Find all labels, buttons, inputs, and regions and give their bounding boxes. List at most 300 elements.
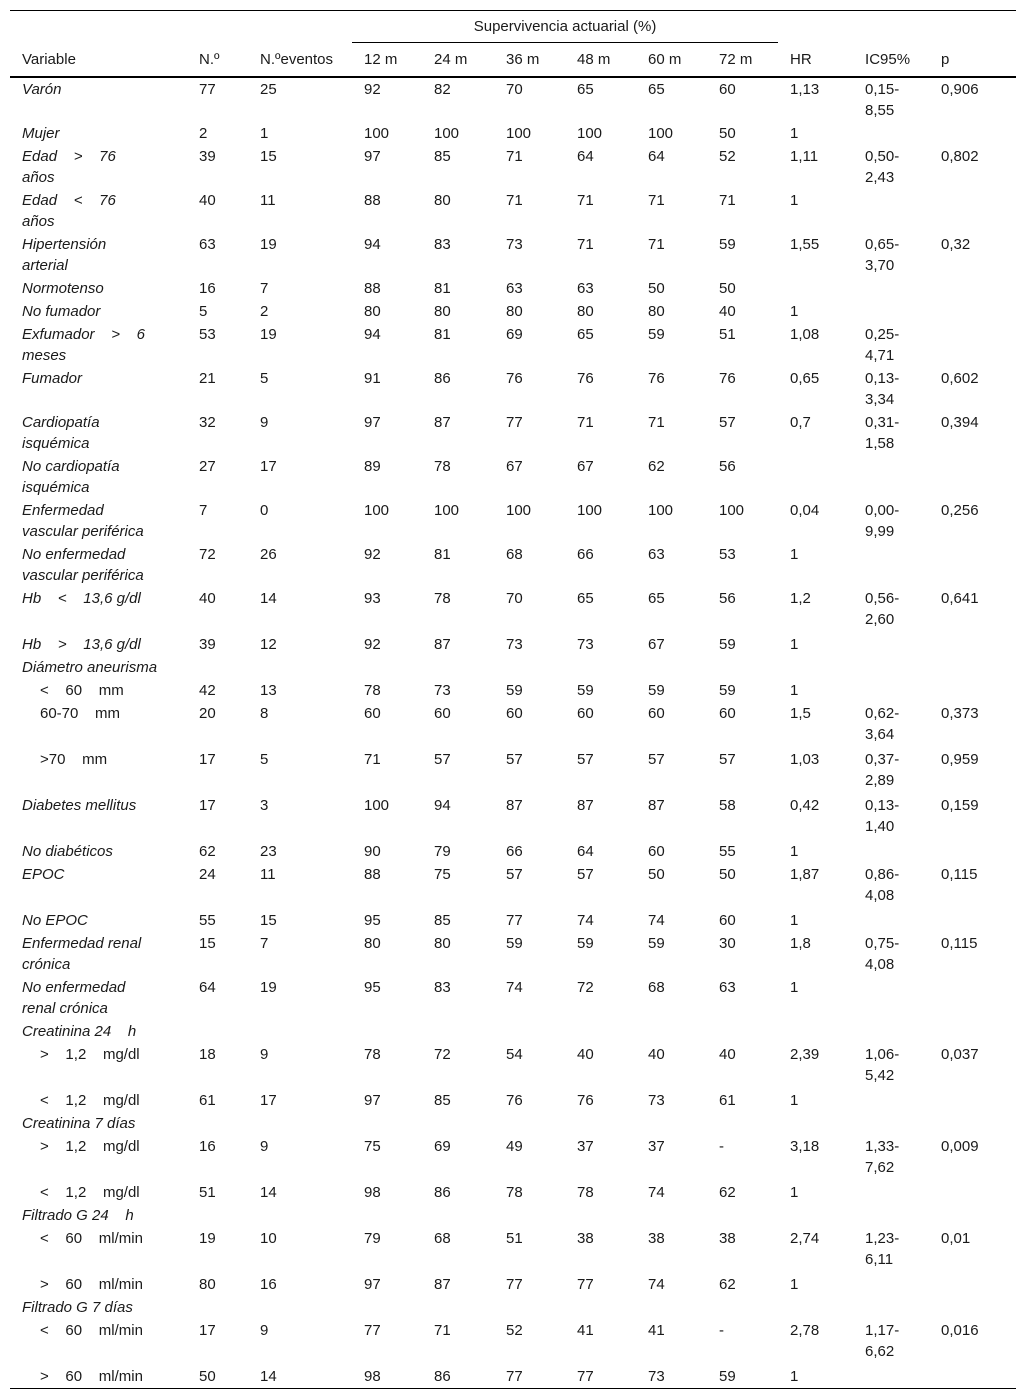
- cell-hr: 1: [790, 1092, 799, 1109]
- cell-72m: 60: [719, 912, 736, 929]
- cell-60m: 100: [648, 502, 674, 519]
- cell-24m: 87: [434, 414, 451, 431]
- cell-variable: Hb < 13,6 g/dl: [22, 590, 141, 607]
- table-row: [10, 679, 1016, 702]
- table-row: [10, 702, 1016, 748]
- table-row: [10, 840, 1016, 863]
- table-row: [10, 145, 1016, 189]
- table-row: [10, 587, 1016, 633]
- cell-events: 12: [260, 636, 277, 653]
- cell-24m: 100: [434, 502, 460, 519]
- cell-48m: 100: [577, 125, 603, 142]
- cell-n: 42: [199, 682, 216, 699]
- cell-hr: 2,74: [790, 1230, 820, 1247]
- cell-n: 80: [199, 1276, 216, 1293]
- cell-variable: < 1,2 mg/dl: [40, 1092, 140, 1109]
- cell-ic95: [853, 1365, 929, 1389]
- cell-ic95: [853, 656, 929, 679]
- cell-24m: [422, 1112, 494, 1135]
- cell-36m: 70: [506, 81, 523, 98]
- cell-p: [929, 909, 1016, 932]
- cell-24m: 81: [434, 326, 451, 343]
- cell-hr: [778, 1020, 853, 1043]
- cell-36m: [494, 1204, 565, 1227]
- cell-60m: 60: [648, 843, 665, 860]
- cell-72m: [707, 1296, 778, 1319]
- cell-variable: No diabéticos: [22, 843, 113, 860]
- cell-72m: 58: [719, 797, 736, 814]
- cell-n: 20: [199, 705, 216, 722]
- cell-60m: [636, 1112, 707, 1135]
- cell-p: 0,959: [941, 751, 979, 768]
- cell-events: 9: [260, 1046, 269, 1063]
- cell-24m: 57: [434, 751, 451, 768]
- table-row: [10, 748, 1016, 794]
- cell-ic95: 0,15- 8,55: [865, 81, 900, 119]
- cell-ic95: 0,65- 3,70: [865, 236, 900, 274]
- cell-72m: 53: [719, 546, 736, 563]
- cell-60m: 80: [648, 303, 665, 320]
- table-row: [10, 233, 1016, 277]
- cell-60m: 71: [648, 414, 665, 431]
- cell-events: 8: [260, 705, 269, 722]
- cell-variable: < 1,2 mg/dl: [40, 1184, 140, 1201]
- cell-n: 64: [199, 979, 216, 996]
- cell-72m: 62: [719, 1184, 736, 1201]
- cell-p: [929, 455, 1016, 499]
- cell-60m: [636, 1020, 707, 1043]
- cell-ic95: 0,00- 9,99: [865, 502, 900, 540]
- cell-12m: 92: [364, 546, 381, 563]
- cell-p: 0,009: [941, 1138, 979, 1155]
- cell-36m: 77: [506, 1276, 523, 1293]
- cell-24m: 83: [434, 979, 451, 996]
- cell-60m: 63: [648, 546, 665, 563]
- table-row: [10, 1227, 1016, 1273]
- cell-ic95: [853, 189, 929, 233]
- cell-ic95: [853, 1089, 929, 1112]
- cell-60m: 50: [648, 280, 665, 297]
- cell-hr: 1: [790, 125, 799, 142]
- cell-36m: 63: [506, 280, 523, 297]
- cell-60m: 65: [648, 590, 665, 607]
- cell-events: 23: [260, 843, 277, 860]
- cell-p: [929, 122, 1016, 145]
- cell-n: 40: [199, 590, 216, 607]
- cell-72m: [707, 1204, 778, 1227]
- cell-ic95: [853, 1020, 929, 1043]
- cell-12m: 79: [364, 1230, 381, 1247]
- cell-60m: 41: [648, 1322, 665, 1339]
- cell-36m: 74: [506, 979, 523, 996]
- cell-60m: 38: [648, 1230, 665, 1247]
- cell-60m: 68: [648, 979, 665, 996]
- cell-72m: 40: [719, 1046, 736, 1063]
- cell-12m: 97: [364, 1092, 381, 1109]
- cell-72m: -: [719, 1138, 724, 1155]
- table-row: [10, 794, 1016, 840]
- header-72m: 72 m: [707, 43, 778, 78]
- header-group-survival: Supervivencia actuarial (%): [352, 11, 778, 43]
- cell-24m: [422, 1296, 494, 1319]
- header-n: N.º: [187, 43, 248, 78]
- cell-60m: 59: [648, 326, 665, 343]
- cell-variable: No fumador: [22, 303, 101, 320]
- cell-60m: 59: [648, 935, 665, 952]
- cell-12m: 100: [364, 797, 390, 814]
- cell-48m: [565, 1204, 636, 1227]
- cell-72m: 59: [719, 682, 736, 699]
- table-row: [10, 1273, 1016, 1296]
- cell-events: 5: [260, 751, 269, 768]
- cell-24m: 86: [434, 370, 451, 387]
- header-p: p: [929, 43, 1016, 78]
- cell-ic95: 1,33- 7,62: [865, 1138, 900, 1176]
- cell-48m: 38: [577, 1230, 594, 1247]
- cell-variable: No cardiopatía isquémica: [22, 458, 120, 496]
- table-row: [10, 909, 1016, 932]
- cell-72m: 59: [719, 636, 736, 653]
- cell-36m: 77: [506, 414, 523, 431]
- cell-hr: 1: [790, 843, 799, 860]
- table-row: [10, 323, 1016, 367]
- cell-events: 2: [260, 303, 269, 320]
- cell-36m: 52: [506, 1322, 523, 1339]
- cell-72m: 59: [707, 1365, 778, 1389]
- cell-p: 0,641: [941, 590, 979, 607]
- cell-36m: 71: [506, 148, 523, 165]
- cell-n: [187, 1296, 248, 1319]
- cell-ic95: 0,56- 2,60: [865, 590, 900, 628]
- cell-hr: 1,8: [790, 935, 811, 952]
- cell-hr: [778, 1204, 853, 1227]
- cell-48m: 76: [577, 1092, 594, 1109]
- cell-n: 21: [199, 370, 216, 387]
- cell-n: 61: [199, 1092, 216, 1109]
- cell-ic95: [853, 1273, 929, 1296]
- cell-24m: 80: [434, 192, 451, 209]
- cell-48m: 63: [577, 280, 594, 297]
- cell-48m: [565, 1020, 636, 1043]
- cell-12m: 98: [352, 1365, 422, 1389]
- cell-p: 0,256: [941, 502, 979, 519]
- cell-48m: 60: [577, 705, 594, 722]
- cell-48m: 59: [577, 935, 594, 952]
- table-row: [10, 1089, 1016, 1112]
- cell-60m: 74: [648, 912, 665, 929]
- cell-36m: 66: [506, 843, 523, 860]
- table-row: [10, 976, 1016, 1020]
- cell-12m: 77: [364, 1322, 381, 1339]
- table-row: [10, 77, 1016, 122]
- cell-60m: 76: [648, 370, 665, 387]
- table-row: [10, 367, 1016, 411]
- cell-events: 5: [260, 370, 269, 387]
- survival-table: [10, 10, 1016, 1389]
- cell-hr: 1: [790, 682, 799, 699]
- cell-60m: 87: [648, 797, 665, 814]
- cell-12m: 95: [364, 979, 381, 996]
- cell-12m: 95: [364, 912, 381, 929]
- cell-p: [929, 300, 1016, 323]
- cell-48m: 67: [577, 458, 594, 475]
- cell-60m: 100: [648, 125, 674, 142]
- cell-p: [929, 189, 1016, 233]
- cell-48m: 74: [577, 912, 594, 929]
- cell-ic95: [853, 300, 929, 323]
- cell-ic95: 0,13- 3,34: [865, 370, 900, 408]
- table-row: [10, 411, 1016, 455]
- cell-36m: 71: [506, 192, 523, 209]
- table-row: [10, 277, 1016, 300]
- cell-n: 63: [199, 236, 216, 253]
- cell-12m: 98: [364, 1184, 381, 1201]
- cell-n: 2: [199, 125, 208, 142]
- cell-36m: 73: [506, 236, 523, 253]
- cell-36m: 76: [506, 1092, 523, 1109]
- cell-n: 17: [199, 751, 216, 768]
- cell-events: 7: [260, 935, 269, 952]
- cell-24m: 75: [434, 866, 451, 883]
- cell-p: [929, 976, 1016, 1020]
- cell-24m: 79: [434, 843, 451, 860]
- cell-ic95: [853, 122, 929, 145]
- cell-variable: Mujer: [22, 125, 60, 142]
- cell-72m: 55: [719, 843, 736, 860]
- cell-events: 17: [260, 1092, 277, 1109]
- cell-p: 0,016: [941, 1322, 979, 1339]
- cell-24m: 78: [434, 590, 451, 607]
- cell-48m: 71: [577, 236, 594, 253]
- cell-48m: 76: [577, 370, 594, 387]
- header-row-group: [10, 11, 1016, 43]
- cell-24m: 60: [434, 705, 451, 722]
- cell-events: [248, 1112, 352, 1135]
- cell-72m: 40: [719, 303, 736, 320]
- cell-72m: 50: [719, 866, 736, 883]
- cell-ic95: 0,13- 1,40: [865, 797, 900, 835]
- cell-60m: 64: [648, 148, 665, 165]
- header-hr: HR: [778, 43, 853, 78]
- cell-events: [248, 1296, 352, 1319]
- cell-72m: 60: [719, 81, 736, 98]
- cell-24m: 72: [434, 1046, 451, 1063]
- cell-ic95: [853, 840, 929, 863]
- cell-72m: 71: [719, 192, 736, 209]
- cell-n: [187, 1020, 248, 1043]
- cell-48m: 65: [577, 81, 594, 98]
- cell-36m: [494, 1296, 565, 1319]
- cell-ic95: 1,06- 5,42: [865, 1046, 900, 1084]
- cell-p: [929, 1204, 1016, 1227]
- cell-36m: 100: [506, 502, 532, 519]
- header-spacer-right: [778, 11, 1016, 43]
- cell-12m: 90: [364, 843, 381, 860]
- header-24m: 24 m: [422, 43, 494, 78]
- cell-events: 14: [260, 1184, 277, 1201]
- header-60m: 60 m: [636, 43, 707, 78]
- cell-variable: Creatinina 7 días: [22, 1115, 136, 1132]
- cell-n: 51: [199, 1184, 216, 1201]
- cell-60m: 40: [648, 1046, 665, 1063]
- cell-events: 7: [260, 280, 269, 297]
- cell-24m: 80: [434, 935, 451, 952]
- cell-48m: 87: [577, 797, 594, 814]
- cell-24m: 86: [434, 1184, 451, 1201]
- cell-events: 19: [260, 979, 277, 996]
- cell-hr: 1,2: [790, 590, 811, 607]
- cell-72m: 100: [719, 502, 745, 519]
- cell-hr: 1: [790, 303, 799, 320]
- cell-12m: 94: [364, 326, 381, 343]
- cell-n: 77: [199, 81, 216, 98]
- cell-48m: 78: [577, 1184, 594, 1201]
- cell-events: 15: [260, 912, 277, 929]
- cell-events: 19: [260, 236, 277, 253]
- cell-24m: 69: [434, 1138, 451, 1155]
- cell-36m: 100: [506, 125, 532, 142]
- cell-24m: 85: [434, 1092, 451, 1109]
- header-48m: 48 m: [565, 43, 636, 78]
- cell-48m: 64: [577, 148, 594, 165]
- cell-36m: 80: [506, 303, 523, 320]
- cell-p: [929, 840, 1016, 863]
- cell-36m: 77: [506, 912, 523, 929]
- cell-p: [929, 543, 1016, 587]
- cell-ic95: [853, 1296, 929, 1319]
- cell-12m: 89: [364, 458, 381, 475]
- cell-variable: Filtrado G 24 h: [22, 1207, 134, 1224]
- cell-24m: 81: [434, 546, 451, 563]
- cell-n: 17: [199, 797, 216, 814]
- cell-24m: 100: [434, 125, 460, 142]
- cell-12m: 80: [364, 935, 381, 952]
- cell-24m: 73: [434, 682, 451, 699]
- cell-ic95: [853, 1181, 929, 1204]
- cell-12m: [352, 1020, 422, 1043]
- cell-ic95: 0,62- 3,64: [865, 705, 900, 743]
- cell-24m: 68: [434, 1230, 451, 1247]
- cell-variable: > 1,2 mg/dl: [40, 1138, 140, 1155]
- cell-n: 53: [199, 326, 216, 343]
- cell-ic95: 0,25- 4,71: [865, 326, 900, 364]
- cell-60m: [636, 656, 707, 679]
- cell-48m: 71: [577, 192, 594, 209]
- table-row: [10, 1204, 1016, 1227]
- cell-72m: 63: [719, 979, 736, 996]
- cell-n: 17: [199, 1322, 216, 1339]
- cell-events: 9: [260, 1322, 269, 1339]
- cell-48m: 77: [577, 1276, 594, 1293]
- cell-60m: 73: [648, 1092, 665, 1109]
- cell-p: [929, 1020, 1016, 1043]
- survival-table-container: [10, 10, 1016, 1389]
- cell-36m: 57: [506, 866, 523, 883]
- cell-events: [248, 1204, 352, 1227]
- cell-hr: [778, 1112, 853, 1135]
- cell-variable: No EPOC: [22, 912, 88, 929]
- cell-hr: 1,55: [790, 236, 820, 253]
- cell-n: 19: [199, 1230, 216, 1247]
- cell-24m: [422, 656, 494, 679]
- cell-48m: 40: [577, 1046, 594, 1063]
- cell-variable: > 60 ml/min: [40, 1276, 143, 1293]
- cell-events: 9: [260, 414, 269, 431]
- cell-ic95: [853, 679, 929, 702]
- cell-p: [929, 1112, 1016, 1135]
- cell-ic95: 0,37- 2,89: [865, 751, 900, 789]
- cell-variable: >70 mm: [40, 751, 108, 768]
- table-row: [10, 455, 1016, 499]
- cell-variable: Exfumador > 6 meses: [22, 326, 145, 364]
- cell-12m: 75: [364, 1138, 381, 1155]
- cell-p: [929, 656, 1016, 679]
- cell-events: 9: [260, 1138, 269, 1155]
- cell-ic95: [853, 976, 929, 1020]
- cell-48m: 77: [565, 1365, 636, 1389]
- cell-36m: 49: [506, 1138, 523, 1155]
- cell-72m: 56: [719, 458, 736, 475]
- cell-hr: 1: [790, 192, 799, 209]
- cell-48m: 59: [577, 682, 594, 699]
- cell-events: 3: [260, 797, 269, 814]
- cell-48m: 72: [577, 979, 594, 996]
- cell-60m: [636, 1296, 707, 1319]
- cell-24m: 87: [434, 1276, 451, 1293]
- cell-hr: 1,08: [790, 326, 820, 343]
- cell-72m: [707, 1112, 778, 1135]
- cell-48m: [565, 656, 636, 679]
- cell-events: 17: [260, 458, 277, 475]
- cell-72m: 52: [719, 148, 736, 165]
- cell-n: 40: [199, 192, 216, 209]
- cell-24m: 80: [434, 303, 451, 320]
- cell-36m: 73: [506, 636, 523, 653]
- cell-12m: 78: [364, 682, 381, 699]
- cell-events: 11: [260, 192, 276, 209]
- cell-24m: 85: [434, 912, 451, 929]
- cell-24m: 78: [434, 458, 451, 475]
- cell-hr: 1: [790, 636, 799, 653]
- cell-12m: 97: [364, 414, 381, 431]
- cell-variable: Varón: [22, 81, 62, 98]
- cell-36m: 59: [506, 935, 523, 952]
- cell-48m: [565, 1112, 636, 1135]
- cell-24m: 81: [434, 280, 451, 297]
- cell-12m: 100: [364, 502, 390, 519]
- cell-p: 0,602: [941, 370, 979, 387]
- cell-events: 15: [260, 148, 277, 165]
- cell-variable: EPOC: [22, 866, 65, 883]
- cell-48m: 64: [577, 843, 594, 860]
- cell-variable: No enfermedad vascular periférica: [22, 546, 144, 584]
- table-row: [10, 1319, 1016, 1365]
- cell-48m: 71: [577, 414, 594, 431]
- cell-variable: No enfermedad renal crónica: [22, 979, 126, 1017]
- cell-72m: -: [719, 1322, 724, 1339]
- cell-ic95: 1,17- 6,62: [865, 1322, 900, 1360]
- cell-ic95: [853, 277, 929, 300]
- header-spacer: [10, 11, 352, 43]
- cell-48m: 66: [577, 546, 594, 563]
- table-row: [10, 633, 1016, 656]
- cell-variable: Enfermedad vascular periférica: [22, 502, 144, 540]
- cell-ic95: [853, 633, 929, 656]
- cell-12m: 92: [364, 81, 381, 98]
- header-row-columns: [10, 43, 1016, 78]
- cell-60m: 62: [648, 458, 665, 475]
- cell-12m: 80: [364, 303, 381, 320]
